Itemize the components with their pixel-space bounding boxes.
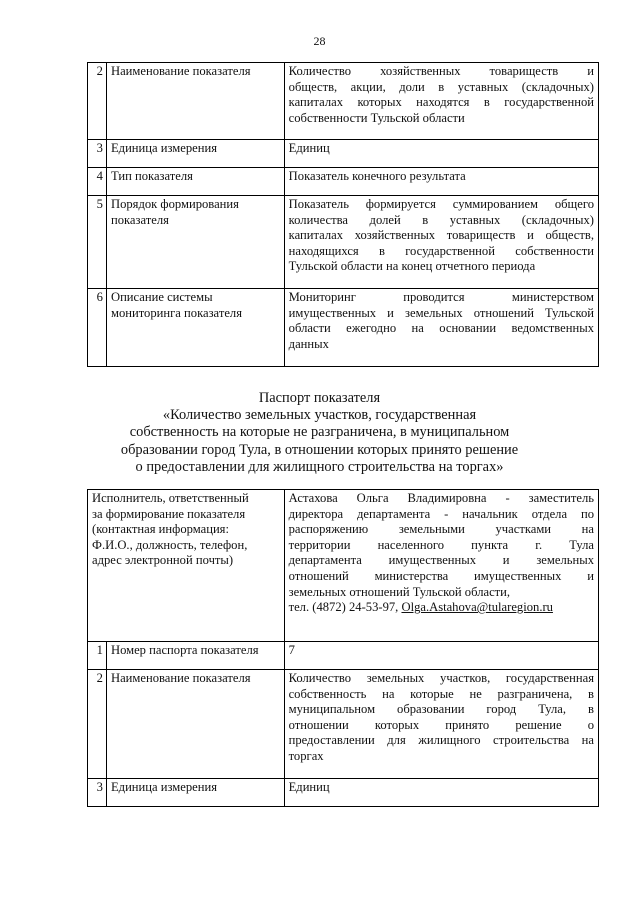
value-line: 7 [288, 643, 295, 657]
executor-value [284, 490, 598, 642]
value-line: имущественных и земельных отношений Тульской [288, 305, 594, 320]
label-line: Описание системы [110, 290, 213, 304]
value-line: торгах [288, 748, 324, 763]
value-line: директора департамента - начальник отдела по [288, 506, 594, 521]
passport-title [60, 390, 579, 476]
table-row [88, 168, 599, 196]
title-line: «Количество земельных участков, государственная [162, 407, 477, 424]
value-line: капиталах которых находятся в государственной [288, 95, 594, 110]
table-row [88, 140, 599, 168]
value-line: количества долей в уставных (складочных) [288, 212, 594, 227]
label-line: Исполнитель, ответственный [92, 491, 249, 505]
label-line: (контактная информация: [92, 522, 229, 537]
row-label: Наименование показателя [106, 670, 284, 779]
row-label: Тип показателя [106, 168, 284, 196]
value-line: Количество хозяйственных товариществ и [288, 64, 594, 78]
value-line: Единиц [288, 780, 330, 794]
row-label: Номер паспорта показателя [106, 642, 284, 670]
row-number: 3 [88, 779, 107, 807]
row-number: 2 [88, 63, 107, 140]
value-line: отношении которых принято решение о [288, 717, 594, 732]
indicator-passport-table-continued [87, 62, 599, 367]
value-line: земельных отношений Тульской области, [288, 584, 511, 599]
row-value [284, 642, 598, 670]
row-label: Единица измерения [106, 779, 284, 807]
title-line: Паспорт показателя [258, 390, 381, 406]
table-row [88, 779, 599, 807]
row-number: 4 [88, 168, 107, 196]
value-line: Тульской области на конец отчетного периода [288, 259, 536, 274]
label-line: мониторинга показателя [110, 305, 242, 320]
row-number: 5 [88, 196, 107, 289]
value-line: Показатель конечного результата [288, 169, 466, 183]
row-number: 1 [88, 642, 107, 670]
label-line: за формирование показателя [92, 506, 246, 521]
value-line: данных [288, 336, 329, 351]
value-line: предоставлении для жилищного строительства на [288, 733, 594, 748]
label-line: Порядок формирования [110, 197, 239, 211]
value-line: муниципальном образовании город Тула, в [288, 702, 594, 717]
title-line: собственность на которые не разграничена, в муниципальном [129, 424, 510, 441]
row-value [284, 289, 598, 367]
value-line: области ежегодно на основании ведомственных [288, 321, 594, 336]
table-row [88, 196, 599, 289]
row-value [284, 63, 598, 140]
value-line: обществ, акции, доли в уставных (складочных) [288, 79, 594, 94]
page-number: 28 [313, 34, 326, 48]
label-line: адрес электронной почты) [92, 553, 234, 568]
row-label: Наименование показателя [106, 63, 284, 140]
executor-phone: тел. (4872) 24-53-97, [288, 600, 402, 615]
value-line: Количество земельных участков, государственная [288, 671, 594, 685]
indicator-passport-table [87, 489, 599, 807]
label-line: Ф.И.О., должность, телефон, [92, 537, 248, 552]
value-line: Астахова Ольга Владимировна - заместитель [288, 491, 594, 505]
row-label: Единица измерения [106, 140, 284, 168]
table-row [88, 642, 599, 670]
row-value [284, 670, 598, 779]
row-value [284, 168, 598, 196]
executor-row [88, 490, 599, 642]
row-value [284, 779, 598, 807]
value-line: находящихся в государственной собственности [288, 243, 594, 258]
contact-line [289, 600, 594, 616]
value-line: капиталах хозяйственных товариществ и обществ, [288, 228, 594, 243]
executor-email-link[interactable]: Olga.Astahova@tularegion.ru [401, 600, 553, 615]
value-line: распоряжению земельными участками на [288, 522, 594, 537]
row-value [284, 140, 598, 168]
value-line: собственности Тульской области [288, 110, 465, 125]
row-number: 6 [88, 289, 107, 367]
value-line: Единиц [288, 141, 330, 155]
title-line: образовании город Тула, в отношении которых принято решение [120, 441, 519, 458]
table-row [88, 670, 599, 779]
value-line: территории населенного пункта г. Тула [288, 537, 594, 552]
value-line: Показатель формируется суммированием общего [288, 197, 594, 211]
label-line: показателя [110, 212, 169, 227]
executor-label [88, 490, 285, 642]
row-number: 3 [88, 140, 107, 168]
value-line: собственность на которые не разграничена, в [288, 686, 594, 701]
row-number: 2 [88, 670, 107, 779]
title-line: о предоставлении для жилищного строительства на торгах» [135, 458, 504, 475]
table-row [88, 289, 599, 367]
value-line: Мониторинг проводится министерством [288, 290, 594, 304]
row-value [284, 196, 598, 289]
table-row [88, 63, 599, 140]
row-label [106, 289, 284, 367]
value-line: департамента имущественных и земельных [288, 553, 594, 568]
row-label [106, 196, 284, 289]
value-line: отношений министерства имущественных и [288, 568, 594, 583]
